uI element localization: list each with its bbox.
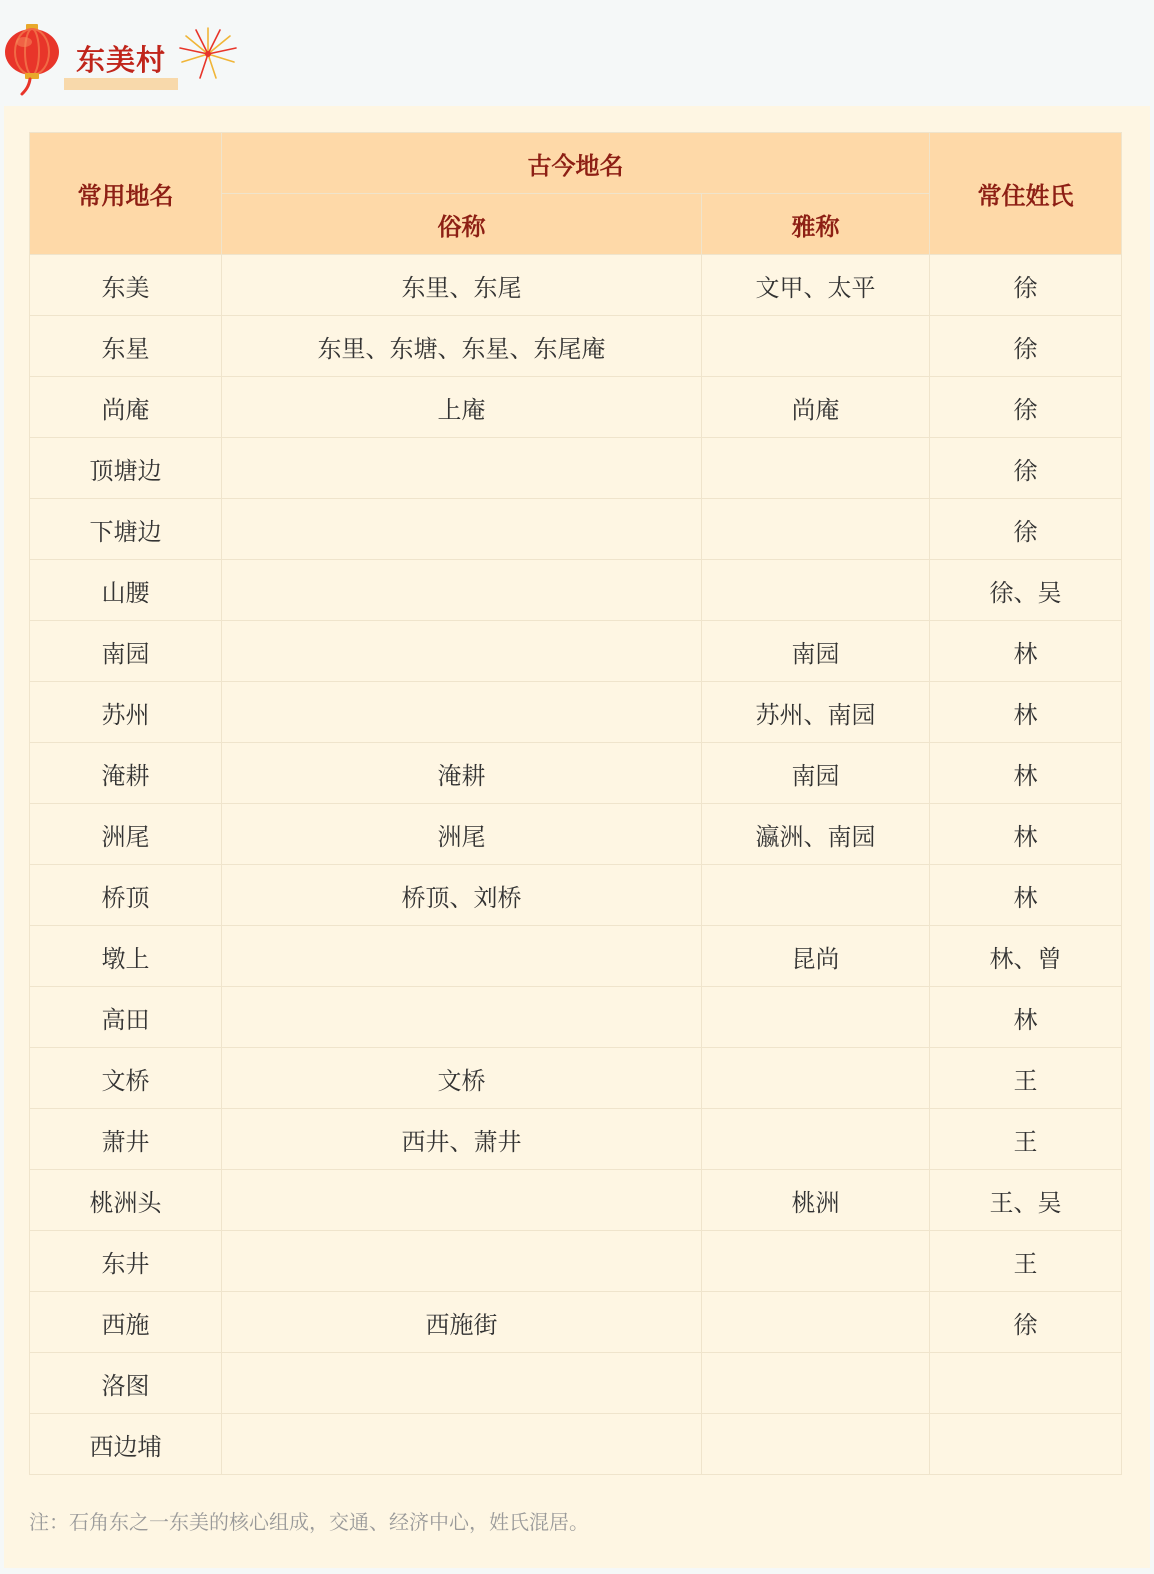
table-row — [30, 1231, 1122, 1292]
cell-surname: 林 — [930, 865, 1122, 926]
table-row — [30, 743, 1122, 804]
cell-elegant — [702, 865, 930, 926]
table-row — [30, 255, 1122, 316]
cell-elegant — [702, 987, 930, 1048]
cell-name: 西施 — [30, 1292, 222, 1353]
header-common-name: 常用地名 — [30, 133, 222, 255]
page-title: 东美村 — [76, 43, 167, 77]
cell-elegant — [702, 1414, 930, 1475]
table-row — [30, 499, 1122, 560]
cell-elegant — [702, 1353, 930, 1414]
cell-surname: 徐、吴 — [930, 560, 1122, 621]
cell-name: 桃洲头 — [30, 1170, 222, 1231]
cell-surname: 王 — [930, 1048, 1122, 1109]
cell-elegant: 南园 — [702, 621, 930, 682]
cell-vulgar: 上庵 — [222, 377, 702, 438]
table-row — [30, 1353, 1122, 1414]
cell-elegant: 文甲、太平 — [702, 255, 930, 316]
table-row — [30, 1292, 1122, 1353]
cell-vulgar — [222, 438, 702, 499]
header-vulgar: 俗称 — [222, 194, 702, 255]
cell-vulgar: 东里、东尾 — [222, 255, 702, 316]
cell-elegant — [702, 560, 930, 621]
cell-surname: 徐 — [930, 255, 1122, 316]
cell-surname: 徐 — [930, 438, 1122, 499]
cell-vulgar — [222, 621, 702, 682]
lantern-icon — [4, 24, 60, 98]
table-row — [30, 1170, 1122, 1231]
cell-surname: 徐 — [930, 316, 1122, 377]
cell-name: 桥顶 — [30, 865, 222, 926]
cell-surname: 林 — [930, 682, 1122, 743]
table-row — [30, 1414, 1122, 1475]
cell-name: 墩上 — [30, 926, 222, 987]
cell-surname — [930, 1414, 1122, 1475]
cell-vulgar: 桥顶、刘桥 — [222, 865, 702, 926]
cell-surname: 徐 — [930, 499, 1122, 560]
cell-elegant — [702, 316, 930, 377]
cell-elegant — [702, 1231, 930, 1292]
cell-vulgar — [222, 682, 702, 743]
firework-icon — [176, 24, 240, 82]
cell-elegant — [702, 499, 930, 560]
cell-vulgar — [222, 1170, 702, 1231]
cell-name: 洛图 — [30, 1353, 222, 1414]
table-row — [30, 682, 1122, 743]
cell-vulgar — [222, 1231, 702, 1292]
table-row — [30, 1048, 1122, 1109]
cell-surname: 林 — [930, 743, 1122, 804]
header-ancient-modern: 古今地名 — [222, 133, 930, 194]
cell-elegant: 尚庵 — [702, 377, 930, 438]
footnote: 注：石角东之一东美的核心组成，交通、经济中心，姓氏混居。 — [29, 1510, 589, 1534]
cell-vulgar: 文桥 — [222, 1048, 702, 1109]
cell-vulgar: 淹耕 — [222, 743, 702, 804]
cell-surname — [930, 1353, 1122, 1414]
cell-elegant — [702, 1109, 930, 1170]
table-row — [30, 377, 1122, 438]
header-elegant: 雅称 — [702, 194, 930, 255]
cell-name: 洲尾 — [30, 804, 222, 865]
cell-vulgar — [222, 560, 702, 621]
cell-elegant: 桃洲 — [702, 1170, 930, 1231]
cell-vulgar — [222, 1353, 702, 1414]
cell-elegant — [702, 1292, 930, 1353]
cell-name: 山腰 — [30, 560, 222, 621]
cell-elegant: 苏州、南园 — [702, 682, 930, 743]
cell-vulgar — [222, 1414, 702, 1475]
content-card — [4, 106, 1150, 1568]
cell-surname: 林 — [930, 987, 1122, 1048]
cell-name: 苏州 — [30, 682, 222, 743]
header-surnames: 常住姓氏 — [930, 133, 1122, 255]
page-header — [0, 0, 1154, 104]
cell-elegant: 南园 — [702, 743, 930, 804]
cell-name: 文桥 — [30, 1048, 222, 1109]
table-row — [30, 926, 1122, 987]
cell-vulgar: 西井、萧井 — [222, 1109, 702, 1170]
cell-elegant: 昆尚 — [702, 926, 930, 987]
table-row — [30, 438, 1122, 499]
cell-vulgar — [222, 926, 702, 987]
table-row — [30, 1109, 1122, 1170]
table-row — [30, 987, 1122, 1048]
cell-surname: 林 — [930, 621, 1122, 682]
table-row — [30, 560, 1122, 621]
cell-name: 下塘边 — [30, 499, 222, 560]
cell-elegant — [702, 1048, 930, 1109]
cell-surname: 王 — [930, 1231, 1122, 1292]
table-row — [30, 804, 1122, 865]
cell-name: 东井 — [30, 1231, 222, 1292]
cell-vulgar — [222, 987, 702, 1048]
cell-elegant: 瀛洲、南园 — [702, 804, 930, 865]
cell-surname: 徐 — [930, 1292, 1122, 1353]
cell-vulgar — [222, 499, 702, 560]
cell-vulgar: 洲尾 — [222, 804, 702, 865]
cell-surname: 徐 — [930, 377, 1122, 438]
cell-name: 尚庵 — [30, 377, 222, 438]
cell-name: 淹耕 — [30, 743, 222, 804]
table-row — [30, 316, 1122, 377]
place-name-table — [29, 132, 1122, 1475]
cell-surname: 林、曾 — [930, 926, 1122, 987]
cell-elegant — [702, 438, 930, 499]
table-row — [30, 865, 1122, 926]
cell-surname: 王 — [930, 1109, 1122, 1170]
cell-name: 南园 — [30, 621, 222, 682]
table-row — [30, 621, 1122, 682]
cell-name: 东星 — [30, 316, 222, 377]
cell-name: 西边埔 — [30, 1414, 222, 1475]
cell-surname: 王、吴 — [930, 1170, 1122, 1231]
cell-name: 东美 — [30, 255, 222, 316]
cell-name: 顶塘边 — [30, 438, 222, 499]
cell-name: 萧井 — [30, 1109, 222, 1170]
cell-vulgar: 东里、东塘、东星、东尾庵 — [222, 316, 702, 377]
title-underline — [64, 78, 178, 90]
cell-vulgar: 西施街 — [222, 1292, 702, 1353]
cell-surname: 林 — [930, 804, 1122, 865]
cell-name: 高田 — [30, 987, 222, 1048]
